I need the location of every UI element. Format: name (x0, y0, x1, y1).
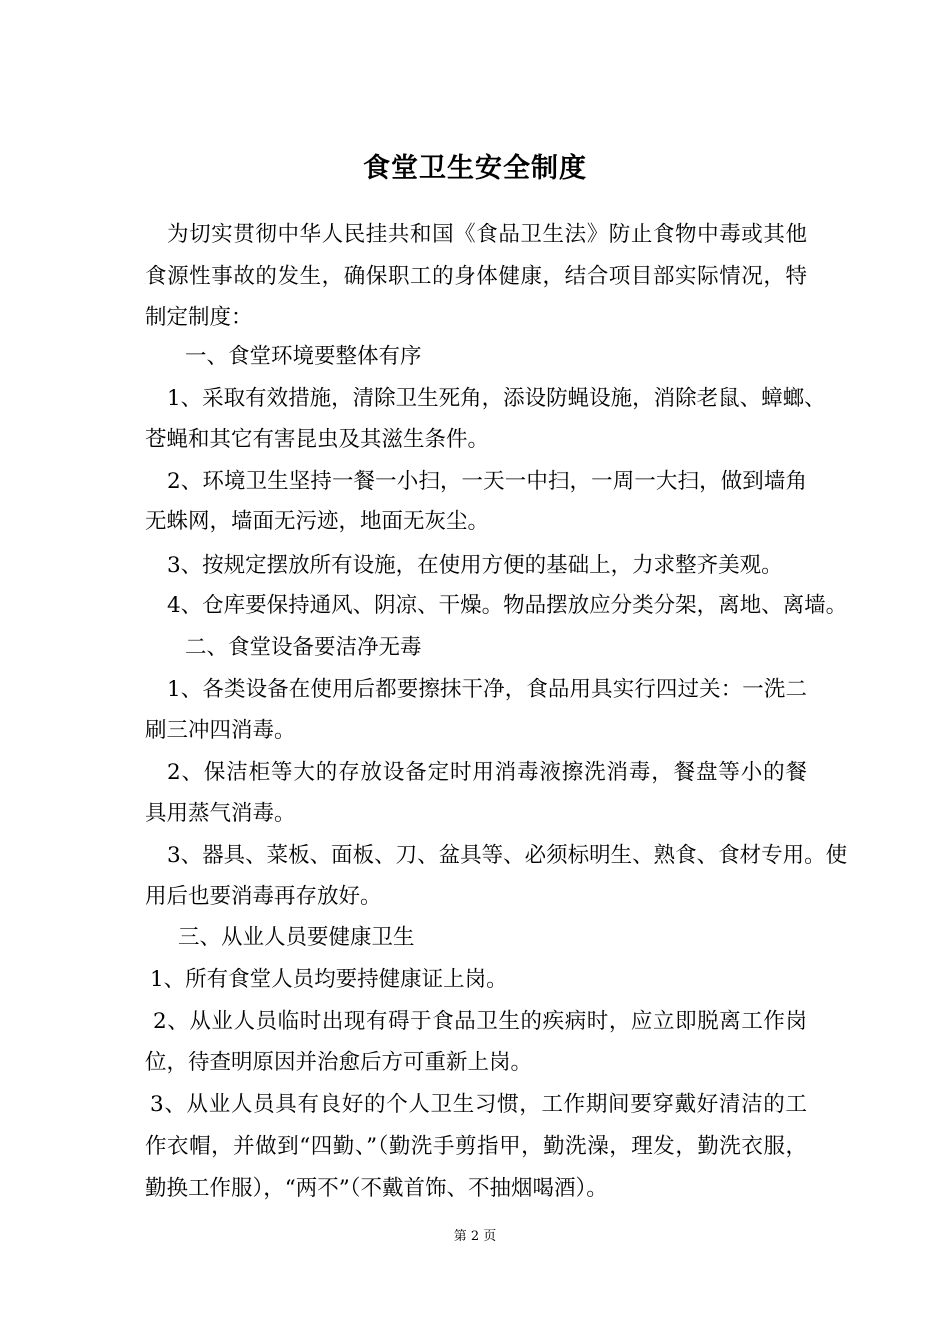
item-line: 苍蝇和其它有害昆虫及其滋生条件。 (145, 427, 490, 452)
item-line: 无蛛网，墙面无污迹，地面无灰尘。 (145, 509, 490, 534)
item-line: 2、环境卫生坚持一餐一小扫，一天一中扫，一周一大扫，做到墙角 (167, 469, 807, 494)
section-heading-1: 一、食堂环境要整体有序 (185, 344, 422, 369)
item-line: 用后也要消毒再存放好。 (145, 884, 382, 909)
item-line: 3、从业人员具有良好的个人卫生习惯，工作期间要穿戴好清洁的工 (150, 1092, 807, 1117)
item-line: 位，待查明原因并治愈后方可重新上岗。 (145, 1050, 533, 1075)
item-line: 1、各类设备在使用后都要擦抹干净，食品用具实行四过关：一洗二 (167, 677, 807, 702)
section-heading-3: 三、从业人员要健康卫生 (178, 925, 415, 950)
page-number: 第 2 页 (453, 1229, 497, 1244)
item-line: 作衣帽，并做到“四勤、”（勤洗手剪指甲，勤洗澡，理发，勤洗衣服， (145, 1134, 807, 1159)
intro-line: 为切实贯彻中华人民挂共和国《食品卫生法》防止食物中毒或其他 (167, 222, 807, 247)
item-line: 2、从业人员临时出现有碍于食品卫生的疾病时，应立即脱离工作岗 (153, 1009, 807, 1034)
section-heading-2: 二、食堂设备要洁净无毒 (185, 635, 422, 660)
item-line: 3、器具、菜板、面板、刀、盆具等、必须标明生、熟食、食材专用。使 (167, 843, 848, 868)
intro-line: 食源性事故的发生，确保职工的身体健康，结合项目部实际情况，特 (145, 264, 807, 289)
item-line: 1、所有食堂人员均要持健康证上岗。 (150, 967, 508, 992)
item-line: 具用蒸气消毒。 (145, 801, 296, 826)
item-line: 勤换工作服），“两不”（不戴首饰、不抽烟喝酒）。 (145, 1176, 608, 1201)
item-line: 2、保洁柜等大的存放设备定时用消毒液擦洗消毒，餐盘等小的餐 (167, 760, 807, 785)
item-line: 1、采取有效措施，清除卫生死角，添设防蝇设施，消除老鼠、蟑螂、 (167, 386, 826, 411)
item-line: 4、仓库要保持通风、阴凉、干燥。物品摆放应分类分架，离地、离墙。 (167, 593, 848, 618)
document-title: 食堂卫生安全制度 (363, 153, 587, 184)
intro-line: 制定制度： (145, 305, 253, 330)
item-line: 刷三冲四消毒。 (145, 718, 296, 743)
item-line: 3、按规定摆放所有设施，在使用方便的基础上，力求整齐美观。 (167, 553, 783, 578)
